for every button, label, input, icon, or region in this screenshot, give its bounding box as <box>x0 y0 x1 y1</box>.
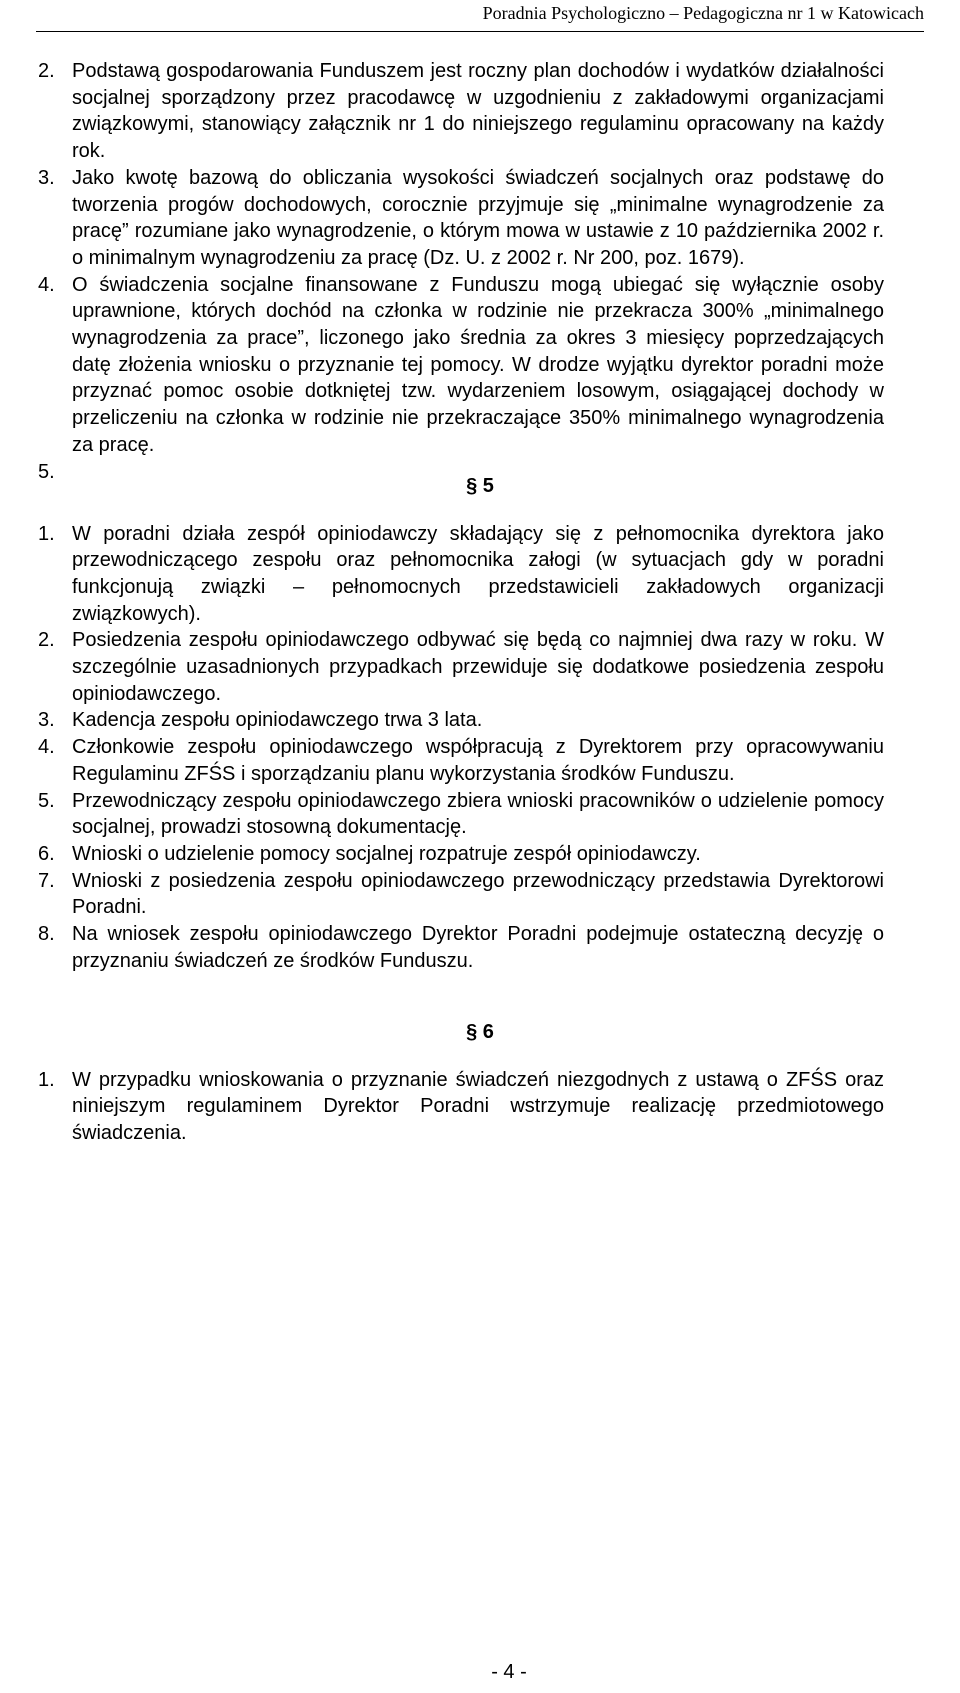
item-text: W przypadku wnioskowania o przyznanie świadczeń niezgodnych z ustawą o ZFŚS oraz niniejszym regulaminem Dyrektor Poradni wstrzymuje realizację przedmiotowego świadczenia. <box>72 1068 884 1144</box>
list-item <box>38 921 884 974</box>
list-item <box>38 627 884 707</box>
list-item <box>38 272 884 459</box>
item-text: Posiedzenia zespołu opiniodawczego odbywać się będą co najmniej dwa razy w roku. W szczególnie uzasadnionych przypadkach przewiduje się dodatkowe posiedzenia zespołu opiniodawczego. <box>72 629 884 705</box>
item-text: Kadencja zespołu opiniodawczego trwa 3 lata. <box>72 709 483 732</box>
item-number: 3. <box>38 166 55 189</box>
item-number: 1. <box>38 522 55 545</box>
list-item <box>38 165 884 272</box>
running-header: Poradnia Psychologiczno – Pedagogiczna nr 1 w Katowicach <box>482 3 924 23</box>
list-item <box>38 521 884 628</box>
section-6-list <box>0 1067 884 1147</box>
item-text: Podstawą gospodarowania Funduszem jest roczny plan dochodów i wydatków działalności socjalnej sporządzony przez pracodawcę w uzgodnieniu z zakładowymi organizacjami związkowymi, stanowiący załącznik nr 1 do niniejszego regulaminu opracowany na każdy rok. <box>72 60 884 163</box>
item-number: 2. <box>38 60 55 82</box>
item-number: 7. <box>38 869 55 892</box>
list-item <box>38 58 884 165</box>
item-number: 1. <box>38 1068 55 1091</box>
list-item <box>38 868 884 921</box>
item-number: 4. <box>38 736 55 759</box>
list-item <box>38 734 884 787</box>
item-number: 3. <box>38 709 55 732</box>
item-text: Wnioski z posiedzenia zespołu opiniodawczego przewodniczący przedstawia Dyrektorowi Poradni. <box>72 869 884 919</box>
item-text: W poradni działa zespół opiniodawczy składający się z pełnomocnika dyrektora jako przewodniczącego zespołu oraz pełnomocnika załogi (w sytuacjach gdy w poradni funkcjonują związki – pełnomocnych przedstawicieli zakładowych organizacji związkowych). <box>72 522 884 625</box>
section-4-list <box>0 58 884 483</box>
item-number: 5. <box>38 789 55 812</box>
section-heading-6: § 6 <box>466 1020 494 1043</box>
item-text: Wnioski o udzielenie pomocy socjalnej rozpatruje zespół opiniodawczy. <box>72 842 701 865</box>
section-heading-5: § 5 <box>466 474 494 497</box>
item-text: Członkowie zespołu opiniodawczego współpracują z Dyrektorem przy opracowywaniu Regulaminu ZFŚS i sporządzaniu planu wykorzystania środków Funduszu. <box>72 736 884 785</box>
list-item <box>38 1067 884 1147</box>
item-number: 8. <box>38 923 55 946</box>
section-5-list <box>0 521 884 975</box>
list-item <box>38 841 884 868</box>
document-body <box>0 58 960 1147</box>
item-number: 2. <box>38 629 55 652</box>
item-text: Przewodniczący zespołu opiniodawczego zbiera wnioski pracowników o udzielenie pomocy socjalnej, prowadzi stosowną dokumentację. <box>72 789 884 839</box>
header-rule <box>36 31 924 32</box>
item-number: 4. <box>38 273 55 296</box>
item-number: 5. <box>38 460 55 483</box>
page-number: - 4 - <box>491 1661 527 1683</box>
item-text: O świadczenia socjalne finansowane z Funduszu mogą ubiegać się wyłącznie osoby uprawnione, których dochód na członka w rodzinie nie przekracza 300% „minimalnego wynagrodzenia za prace”, liczonego jako średnia za okres 3 miesięcy poprzedzających datę złożenia wniosku o przyznanie tej pomocy. W drodze wyjątku dyrektor poradni może przyznać pomoc osobie dotkniętej tzw. wydarzeniem losowym, osiągającej dochody w przeliczeniu na członka w rodzinie nie przekraczające 350% minimalnego wynagrodzenia za pracę. <box>72 273 884 456</box>
item-text: Jako kwotę bazową do obliczania wysokości świadczeń socjalnych oraz podstawę do tworzenia progów dochodowych, corocznie przyjmuje się „minimalne wynagrodzenie za pracę” rozumiane jako wynagrodzenie, o którym mowa w ustawie z 10 października 2002 r. o minimalnym wynagrodzeniu za pracę (Dz. U. z 2002 r. Nr 200, poz. 1679). <box>72 166 884 269</box>
list-item <box>38 788 884 841</box>
item-number: 6. <box>38 842 55 865</box>
list-item <box>38 707 884 734</box>
item-text: Na wniosek zespołu opiniodawczego Dyrektor Poradni podejmuje ostateczną decyzję o przyznaniu świadczeń ze środków Funduszu. <box>72 923 884 972</box>
